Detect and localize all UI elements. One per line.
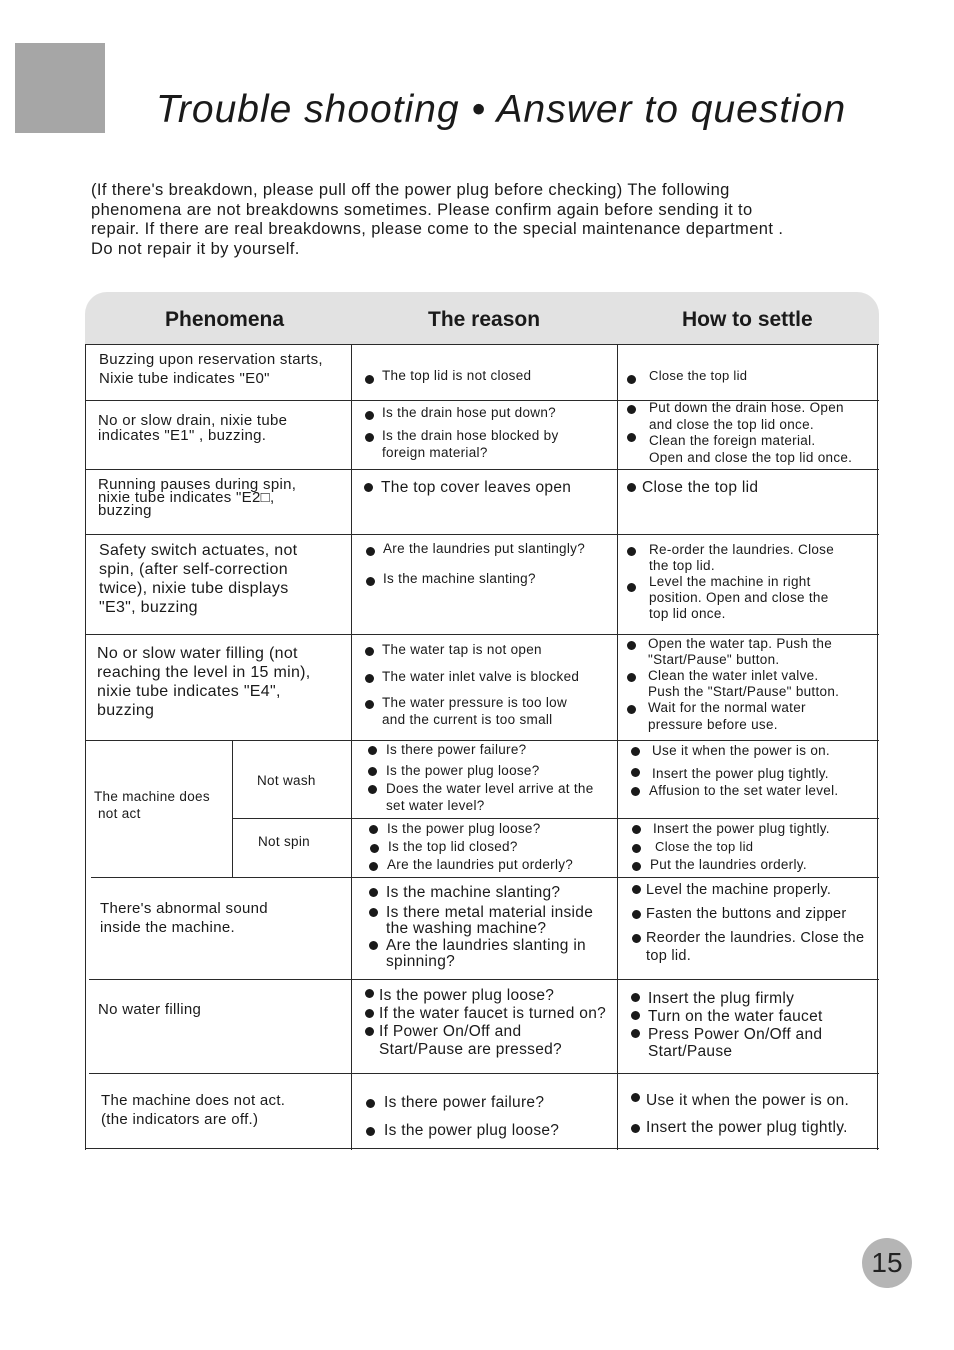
table-header (85, 292, 879, 345)
table-rule (232, 818, 879, 819)
reason-item-continued: spinning? (386, 953, 456, 970)
corner-block-decoration (15, 43, 105, 133)
bullet-icon (368, 767, 377, 776)
settle-item: Clean the foreign material. (649, 433, 816, 448)
header-phenomena: Phenomena (165, 308, 285, 331)
phenomenon-line: reaching the level in 15 min), (97, 664, 311, 681)
header-settle: How to settle (682, 308, 813, 331)
reason-item: Is the power plug loose? (386, 763, 540, 778)
settle-item: Wait for the normal water (648, 700, 806, 715)
phenomenon-line: No or slow drain, nixie tube (98, 412, 288, 429)
phenomenon-line: nixie tube indicates "E4", (97, 683, 281, 700)
intro-line: phenomena are not breakdowns sometimes. Please confirm again before sending it to (91, 200, 753, 219)
reason-item: Is the power plug loose? (384, 1122, 560, 1139)
reason-item-continued: Start/Pause are pressed? (379, 1041, 562, 1058)
reason-item: Is there power failure? (386, 742, 527, 757)
bullet-icon (368, 785, 377, 794)
bullet-icon (632, 844, 641, 853)
reason-item-continued: the washing machine? (386, 920, 547, 937)
settle-item: Close the top lid (642, 479, 759, 496)
reason-item: Are the laundries put slantingly? (383, 541, 586, 556)
bullet-icon (365, 989, 374, 998)
phenomenon-line: The machine does not act. (101, 1092, 286, 1109)
reason-item-continued: set water level? (386, 798, 485, 813)
bullet-icon (365, 674, 374, 683)
bullet-icon (365, 375, 374, 384)
troubleshooting-table (85, 344, 879, 1150)
settle-item: Put the laundries orderly. (650, 857, 807, 872)
bullet-icon (365, 1009, 374, 1018)
bullet-icon (632, 934, 641, 943)
table-rule (89, 979, 879, 980)
table-border (877, 344, 878, 1150)
bullet-icon (632, 825, 641, 834)
bullet-icon (627, 547, 636, 556)
settle-item: Insert the power plug tightly. (646, 1119, 848, 1136)
bullet-icon (368, 746, 377, 755)
phenomenon-line: nixie tube indicates "E2□, (98, 489, 275, 506)
settle-item: Use it when the power is on. (652, 743, 830, 758)
phenomenon-line: Running pauses during spin, (98, 476, 297, 493)
intro-line: Do not repair it by yourself. (91, 240, 300, 259)
phenomenon-line: "E3", buzzing (99, 599, 198, 616)
phenomenon-line: buzzing (97, 702, 155, 719)
bullet-icon (627, 375, 636, 384)
bullet-icon (365, 433, 374, 442)
settle-item: Clean the water inlet valve. (648, 668, 819, 683)
phenomenon-cell (98, 1001, 201, 1020)
bullet-icon (631, 787, 640, 796)
phenomenon-line: The machine does (94, 789, 210, 804)
settle-item: Level the machine properly. (646, 882, 832, 898)
settle-item: Insert the plug firmly (648, 990, 795, 1007)
settle-item-continued: Start/Pause (648, 1043, 733, 1060)
bullet-icon (627, 673, 636, 682)
bullet-icon (632, 862, 641, 871)
page-title: Trouble shooting • Answer to question (156, 88, 847, 131)
settle-item-continued: top lid. (646, 948, 692, 964)
phenomenon-line: spin, (after self-correction (99, 561, 288, 578)
phenomenon-line: No or slow water filling (not (97, 645, 298, 662)
bullet-icon (632, 885, 641, 894)
bullet-icon (365, 700, 374, 709)
bullet-icon (365, 1027, 374, 1036)
phenomenon-cell (94, 789, 210, 822)
bullet-icon (627, 641, 636, 650)
bullet-icon (627, 583, 636, 592)
phenomenon-line: Nixie tube indicates "E0" (99, 369, 270, 387)
table-rule (85, 740, 879, 741)
intro-line: repair. If there are real breakdowns, please come to the special maintenance department . (91, 220, 784, 239)
phenomenon-line: buzzing (98, 502, 152, 519)
settle-item-continued: pressure before use. (648, 717, 778, 732)
phenomenon-line: Buzzing upon reservation starts, (99, 351, 323, 368)
phenomenon-cell (101, 1092, 285, 1129)
subrow-label-not-spin: Not spin (258, 834, 310, 849)
reason-item: Is there metal material inside (386, 904, 594, 921)
phenomenon-cell (98, 478, 296, 517)
settle-item: Level the machine in right (649, 574, 811, 589)
bullet-icon (631, 1093, 640, 1102)
reason-item-continued: and the current is too small (382, 712, 553, 727)
reason-item: Is the drain hose blocked by (382, 428, 559, 443)
reason-item: The water inlet valve is blocked (382, 669, 580, 684)
settle-item: Reorder the laundries. Close the (646, 930, 865, 946)
reason-item: Is the top lid closed? (388, 839, 518, 854)
bullet-icon (364, 483, 373, 492)
bullet-icon (369, 941, 378, 950)
bullet-icon (631, 1029, 640, 1038)
settle-item-continued: and close the top lid once. (649, 417, 814, 432)
phenomenon-line: No water filling (98, 1001, 202, 1018)
reason-item: Is there power failure? (384, 1094, 545, 1111)
bullet-icon (631, 1011, 640, 1020)
reason-item: Does the water level arrive at the (386, 781, 594, 796)
reason-item-continued: foreign material? (382, 445, 488, 460)
bullet-icon (370, 844, 379, 853)
reason-item: The water pressure is too low (382, 695, 568, 710)
phenomenon-line: inside the machine. (100, 918, 235, 936)
bullet-icon (365, 411, 374, 420)
bullet-icon (627, 405, 636, 414)
settle-item: Put down the drain hose. Open (649, 400, 844, 415)
bullet-icon (369, 908, 378, 917)
reason-item: Is the drain hose put down? (382, 405, 556, 420)
settle-item: Open the water tap. Push the (648, 636, 833, 651)
phenomenon-line: (the indicators are off.) (101, 1110, 259, 1128)
table-rule (91, 877, 879, 878)
bullet-icon (366, 577, 375, 586)
reason-item: Are the laundries put orderly? (387, 857, 574, 872)
reason-item: The water tap is not open (382, 642, 542, 657)
bullet-icon (366, 1099, 375, 1108)
bullet-icon (631, 1124, 640, 1133)
reason-item: The top cover leaves open (381, 479, 572, 496)
phenomenon-cell (100, 900, 268, 937)
settle-item: Close the top lid (655, 839, 754, 854)
intro-paragraph (91, 181, 871, 260)
bullet-icon (365, 647, 374, 656)
bullet-icon (632, 910, 641, 919)
table-rule (85, 534, 879, 535)
phenomenon-line: indicates "E1" , buzzing. (98, 427, 267, 444)
reason-item: Is the machine slanting? (383, 571, 536, 586)
subrow-label-not-wash: Not wash (257, 773, 316, 788)
table-rule (85, 469, 879, 470)
table-border (232, 740, 233, 877)
settle-item-continued: Push the "Start/Pause" button. (648, 684, 840, 699)
phenomenon-line: There's abnormal sound (100, 900, 268, 917)
table-border (85, 344, 86, 1150)
reason-item: Are the laundries slanting in (386, 937, 586, 954)
reason-item: If Power On/Off and (379, 1023, 522, 1040)
table-rule (85, 634, 879, 635)
settle-item: Insert the power plug tightly. (652, 766, 829, 781)
settle-item-continued: top lid once. (649, 606, 726, 621)
bullet-icon (631, 747, 640, 756)
bullet-icon (369, 862, 378, 871)
reason-item: Is the power plug loose? (387, 821, 541, 836)
reason-item: Is the machine slanting? (386, 884, 561, 901)
settle-item: Re-order the laundries. Close (649, 542, 835, 557)
bullet-icon (631, 993, 640, 1002)
settle-item: Insert the power plug tightly. (653, 821, 830, 836)
page-number: 15 (871, 1247, 903, 1278)
bullet-icon (627, 705, 636, 714)
table-rule (85, 344, 879, 345)
reason-item: Is the power plug loose? (379, 987, 555, 1004)
phenomenon-cell (97, 644, 311, 720)
bullet-icon (627, 433, 636, 442)
phenomenon-line: not act (98, 805, 141, 821)
bullet-icon (369, 888, 378, 897)
phenomenon-cell (99, 351, 323, 388)
bullet-icon (369, 825, 378, 834)
page-number-badge (862, 1238, 912, 1288)
table-border (617, 344, 618, 1150)
table-rule (89, 1073, 879, 1074)
settle-item: Fasten the buttons and zipper (646, 906, 847, 922)
reason-item: If the water faucet is turned on? (379, 1005, 607, 1022)
settle-item-continued: Open and close the top lid once. (649, 450, 853, 465)
reason-item: The top lid is not closed (382, 368, 532, 383)
intro-line: (If there's breakdown, please pull off the power plug before checking) The following (91, 181, 730, 199)
phenomenon-cell (98, 414, 287, 444)
bullet-icon (366, 547, 375, 556)
phenomenon-line: twice), nixie tube displays (99, 580, 289, 597)
bullet-icon (366, 1127, 375, 1136)
phenomenon-line: Safety switch actuates, not (99, 542, 298, 559)
header-reason: The reason (428, 308, 541, 331)
settle-item: Close the top lid (649, 368, 748, 383)
settle-item-continued: the top lid. (649, 558, 715, 573)
settle-item-continued: position. Open and close the (649, 590, 829, 605)
table-border (351, 344, 352, 1150)
table-rule (85, 1148, 879, 1149)
settle-item: Press Power On/Off and (648, 1026, 823, 1043)
settle-item: Turn on the water faucet (648, 1008, 823, 1025)
bullet-icon (627, 483, 636, 492)
phenomenon-cell (99, 541, 297, 617)
bullet-icon (631, 768, 640, 777)
settle-item: Use it when the power is on. (646, 1092, 850, 1109)
settle-item: Affusion to the set water level. (649, 783, 839, 798)
settle-item-continued: "Start/Pause" button. (648, 652, 780, 667)
